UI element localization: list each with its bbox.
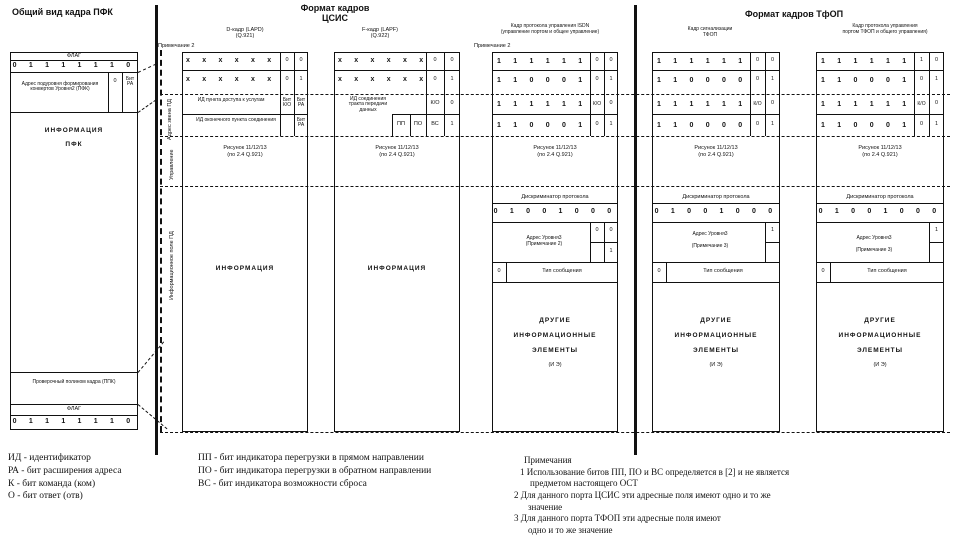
col-isdn-title: Кадр протокола управления ISDN	[510, 23, 590, 29]
isdn-ie: (И Э)	[548, 362, 562, 368]
f-zero: 0	[450, 100, 454, 106]
general-bit-ra: Бит РА	[125, 76, 135, 88]
legend-left-item: ИД - идентификатор	[8, 453, 91, 463]
f-info: ИНФОРМАЦИЯ	[367, 265, 427, 272]
divider	[816, 262, 944, 263]
side-label-ctrl: Управление	[169, 149, 175, 180]
ctrl-r3-a: К/О	[917, 101, 926, 107]
f-ko: К/О	[430, 100, 440, 106]
isdn-r4: 1 1 0 0 0 1	[497, 122, 588, 129]
legend-mid-item: ПП - бит индикатора перегрузки в прямом направлении	[198, 453, 424, 463]
isdn-addr3: Адрес Уровня3	[526, 235, 562, 241]
isdn-fig: Рисунок 11/12/13	[533, 145, 577, 151]
divider	[652, 222, 780, 223]
sig-frame	[652, 52, 780, 432]
note-3b: одно и то же значение	[528, 525, 613, 536]
note-1b: предметом настоящего ОСТ	[530, 478, 638, 489]
col-ctrl-sub: портом ТФОП и общего управления)	[842, 29, 928, 35]
isdn-msg: Тип сообщения	[542, 268, 582, 274]
isdn-msg-z: 0	[497, 268, 501, 274]
legend-mid	[198, 452, 431, 490]
sig-note3: (Примечание 3)	[691, 243, 729, 249]
note-3a: 3 Для данного порта ТФОП эти адресные поля имеют	[514, 513, 721, 524]
divider	[10, 112, 138, 113]
side-label-addr: Адрес звена ПД	[167, 98, 173, 140]
divider	[652, 114, 780, 115]
side-label-info: Информационное поле ПД	[169, 231, 175, 300]
sig-r2-a: 0	[755, 76, 760, 82]
col-sig-sub: ТФОП	[702, 32, 718, 38]
isdn-r3-a: К/О	[592, 101, 602, 107]
ctrl-ie: (И Э)	[873, 362, 887, 368]
notes-title: Примечания	[524, 455, 572, 465]
isdn-a3-z1: 0	[595, 227, 599, 233]
d-r1-z2: 0	[299, 57, 303, 63]
legend-left-item: О - бит ответ (отв)	[8, 491, 83, 502]
header-general: Общий вид кадра ПФК	[12, 7, 113, 17]
isdn-r1-b: 0	[609, 57, 613, 63]
sig-msg: Тип сообщения	[703, 268, 743, 274]
sig-r3-a: К/О	[753, 101, 762, 107]
d-id2: ИД оконечного пункта соединения	[196, 117, 276, 123]
note-1a: 1 Использование битов ПП, ПО и ВС определяется в [2] и не является	[520, 466, 790, 477]
d-id1: ИД пункта доступа к услугам	[197, 97, 265, 103]
col-f-sub: (Q.922)	[370, 33, 390, 39]
d-bit-ra2: Бит РА	[296, 117, 306, 129]
d-fig: Рисунок 11/12/13	[223, 145, 267, 151]
isdn-other1: ДРУГИЕ	[539, 317, 571, 324]
ctrl-r4-a: 0	[919, 121, 924, 127]
sig-other1: ДРУГИЕ	[700, 317, 732, 324]
isdn-r1: 1 1 1 1 1 1	[497, 58, 588, 65]
note2-marker: Примечание 2	[158, 43, 195, 49]
divider	[10, 404, 138, 405]
divider	[816, 222, 944, 223]
left-dashed-edge	[160, 50, 162, 432]
divider	[492, 282, 618, 283]
sig-a3-o: 1	[770, 227, 775, 233]
isdn-other3: ЭЛЕМЕНТЫ	[531, 347, 579, 354]
sig-ie: (И Э)	[709, 362, 723, 368]
divider	[492, 222, 618, 223]
sig-r4: 1 1 0 0 0 0	[657, 122, 748, 129]
divider	[108, 72, 109, 112]
sig-r3: 1 1 1 1 1 1	[657, 101, 748, 108]
isdn-a3-z2: 0	[609, 227, 613, 233]
divider	[492, 114, 618, 115]
f-po: ПО	[413, 121, 423, 127]
header-csis-sub: ЦСИС	[321, 13, 349, 23]
sig-r1: 1 1 1 1 1 1	[657, 58, 748, 65]
ctrl-r2-b: 1	[934, 76, 939, 82]
d-bit-ko: Бит К/О	[282, 97, 292, 109]
f-xrow1: x x x x x x	[338, 57, 429, 64]
ctrl-note3: (Примечание 3)	[855, 247, 893, 253]
ctrl-frame	[816, 52, 944, 432]
ctrl-r2: 1 1 0 0 0 1	[821, 77, 912, 84]
legend-mid-item: ВС - бит индикатора возможности сброса	[198, 478, 367, 489]
col-isdn-sub: (управление портом и общее управление)	[500, 29, 600, 35]
sig-other3: ЭЛЕМЕНТЫ	[692, 347, 740, 354]
ctrl-other3: ЭЛЕМЕНТЫ	[856, 347, 904, 354]
isdn-disc: Дискриминатор протокола	[521, 194, 589, 200]
isdn-other2: ИНФОРМАЦИОННЫЕ	[513, 332, 597, 339]
divider	[652, 203, 780, 204]
legend-left-item: К - бит команда (ком)	[8, 478, 96, 489]
divider	[652, 70, 780, 71]
sig-disc: Дискриминатор протокола	[682, 194, 750, 200]
divider	[492, 262, 618, 263]
divider	[182, 114, 308, 115]
divider	[816, 203, 944, 204]
ctrl-r4: 1 1 0 0 0 1	[821, 122, 912, 129]
divider	[652, 262, 780, 263]
sig-msg-z: 0	[657, 268, 661, 274]
isdn-note2: (Примечание 2)	[525, 241, 563, 247]
ctrl-msg-z: 0	[821, 268, 825, 274]
d-fig-sub: (по 2.4 Q.921)	[227, 152, 263, 158]
divider	[816, 114, 944, 115]
col-f-title: F-кадр (LAPF)	[362, 27, 398, 33]
legend-mid-item: ПО - бит индикатора перегрузки в обратном направлении	[198, 465, 432, 476]
connector	[138, 404, 168, 429]
f-r2-o: 1	[450, 76, 454, 82]
general-info: ИНФОРМАЦИЯ	[44, 127, 104, 134]
notes	[514, 455, 789, 537]
ctrl-r3-b: 0	[934, 100, 939, 106]
isdn-r4-b: 1	[609, 121, 613, 127]
ctrl-disc: Дискриминатор протокола	[846, 194, 914, 200]
note2-marker-b: Примечание 2	[474, 43, 511, 49]
ctrl-r1-a: 1	[919, 57, 924, 63]
ctrl-r3: 1 1 1 1 1 1	[821, 101, 912, 108]
ctrl-a3-o: 1	[934, 227, 939, 233]
col-d-title: D-кадр (LAPD)	[226, 27, 264, 33]
sig-r2: 1 1 0 0 0 0	[657, 77, 748, 84]
separator-mid	[634, 5, 637, 455]
f-r2-z: 0	[433, 76, 437, 82]
general-frame	[10, 52, 138, 430]
d-xrow2: x x x x x x	[186, 76, 277, 83]
divider	[10, 72, 138, 73]
ctrl-r4-b: 1	[934, 121, 939, 127]
col-sig-title: Кадр сигнализации	[687, 26, 733, 32]
separator-left	[155, 5, 158, 455]
legend-left-item: РА - бит расширения адреса	[8, 465, 122, 476]
f-vs: ВС	[431, 121, 439, 127]
header-tfop: Формат кадров ТфОП	[745, 9, 844, 19]
isdn-disc-bits: 0 1 0 0 1 0 0 0	[493, 208, 617, 215]
legend-left	[8, 452, 122, 503]
general-fcs: Проверочный полином кадра (ППК)	[32, 379, 116, 385]
general-flag2: ФЛАГ	[66, 406, 82, 412]
ctrl-other2: ИНФОРМАЦИОННЫЕ	[838, 332, 922, 339]
isdn-fig-sub: (по 2.4 Q.921)	[537, 152, 573, 158]
sig-addr3: Адрес Уровня3	[692, 231, 728, 237]
isdn-r4-a: 0	[595, 121, 599, 127]
ctrl-fig-sub: (по 2.4 Q.921)	[862, 152, 898, 158]
sig-r3-b: 0	[770, 100, 775, 106]
divider	[10, 60, 138, 61]
isdn-a3-o: 1	[609, 248, 613, 254]
f-one: 1	[450, 121, 454, 127]
general-zero: 0	[113, 78, 117, 84]
f-fig-sub: (по 2.4 Q.921)	[379, 152, 415, 158]
d-info: ИНФОРМАЦИЯ	[215, 265, 275, 272]
ctrl-r1-b: 0	[934, 57, 939, 63]
ctrl-fig: Рисунок 11/12/13	[858, 145, 902, 151]
divider	[929, 242, 944, 243]
ctrl-r1: 1 1 1 1 1 1	[821, 58, 912, 65]
f-id: ИД соединения тракта передачи данных	[348, 96, 388, 113]
divider	[765, 242, 780, 243]
divider	[10, 415, 138, 416]
divider	[652, 282, 780, 283]
sig-r4-a: 0	[755, 121, 760, 127]
d-r1-z1: 0	[285, 57, 289, 63]
d-r2-o: 1	[299, 76, 303, 82]
col-d-sub: (Q.921)	[235, 33, 255, 39]
f-r1-z2: 0	[450, 57, 454, 63]
sig-r1-a: 0	[755, 57, 760, 63]
sig-fig: Рисунок 11/12/13	[694, 145, 738, 151]
note-2b: значение	[528, 501, 563, 512]
ctrl-disc-bits: 0 1 0 0 1 0 0 0	[818, 208, 942, 215]
sig-disc-bits: 0 1 0 0 1 0 0 0	[654, 208, 778, 215]
f-xrow2: x x x x x x	[338, 76, 429, 83]
d-r2-z: 0	[285, 76, 289, 82]
general-pfk: ПФК	[65, 141, 83, 148]
general-flag-bits: 0 1 1 1 1 1 1 0	[12, 62, 136, 69]
divider	[10, 372, 138, 373]
divider	[280, 52, 281, 136]
f-r1-z1: 0	[433, 57, 437, 63]
row-divider	[160, 432, 950, 433]
divider	[182, 70, 308, 71]
divider	[816, 282, 944, 283]
ctrl-other1: ДРУГИЕ	[864, 317, 896, 324]
divider	[816, 70, 944, 71]
divider	[334, 70, 460, 71]
d-xrow1: x x x x x x	[186, 57, 277, 64]
ctrl-r2-a: 0	[919, 76, 924, 82]
divider	[590, 242, 618, 243]
ctrl-msg: Тип сообщения	[867, 268, 907, 274]
divider	[392, 114, 460, 115]
d-bit-ra: Бит РА	[296, 97, 306, 109]
sig-r1-b: 0	[770, 57, 775, 63]
isdn-r2: 1 1 0 0 0 1	[497, 77, 588, 84]
sig-r2-b: 1	[770, 76, 775, 82]
isdn-r2-a: 0	[595, 76, 599, 82]
general-flag2-bits: 0 1 1 1 1 1 1 0	[12, 418, 136, 425]
isdn-r3: 1 1 1 1 1 1	[497, 101, 588, 108]
connector	[138, 99, 157, 112]
isdn-r1-a: 0	[595, 57, 599, 63]
isdn-r3-b: 0	[609, 100, 613, 106]
divider	[492, 70, 618, 71]
ctrl-addr3: Адрес Уровня3	[856, 235, 892, 241]
sig-r4-b: 1	[770, 121, 775, 127]
isdn-r2-b: 1	[609, 76, 613, 82]
f-fig: Рисунок 11/12/13	[375, 145, 419, 151]
connector	[138, 64, 157, 73]
col-ctrl-title: Кадр протокола управления	[852, 23, 918, 29]
header-csis-title: Формат кадров	[300, 3, 370, 13]
note-2a: 2 Для данного порта ЦСИС эти адресные поля имеют одно и то же	[514, 490, 771, 501]
d-frame	[182, 52, 308, 432]
general-address: Адрес подуровня формирования конвертов Уровня2 (ПФК)	[21, 81, 99, 93]
divider	[492, 203, 618, 204]
general-flag: ФЛАГ	[66, 53, 82, 59]
sig-other2: ИНФОРМАЦИОННЫЕ	[674, 332, 758, 339]
sig-fig-sub: (по 2.4 Q.921)	[698, 152, 734, 158]
f-pp: ПП	[397, 121, 405, 127]
